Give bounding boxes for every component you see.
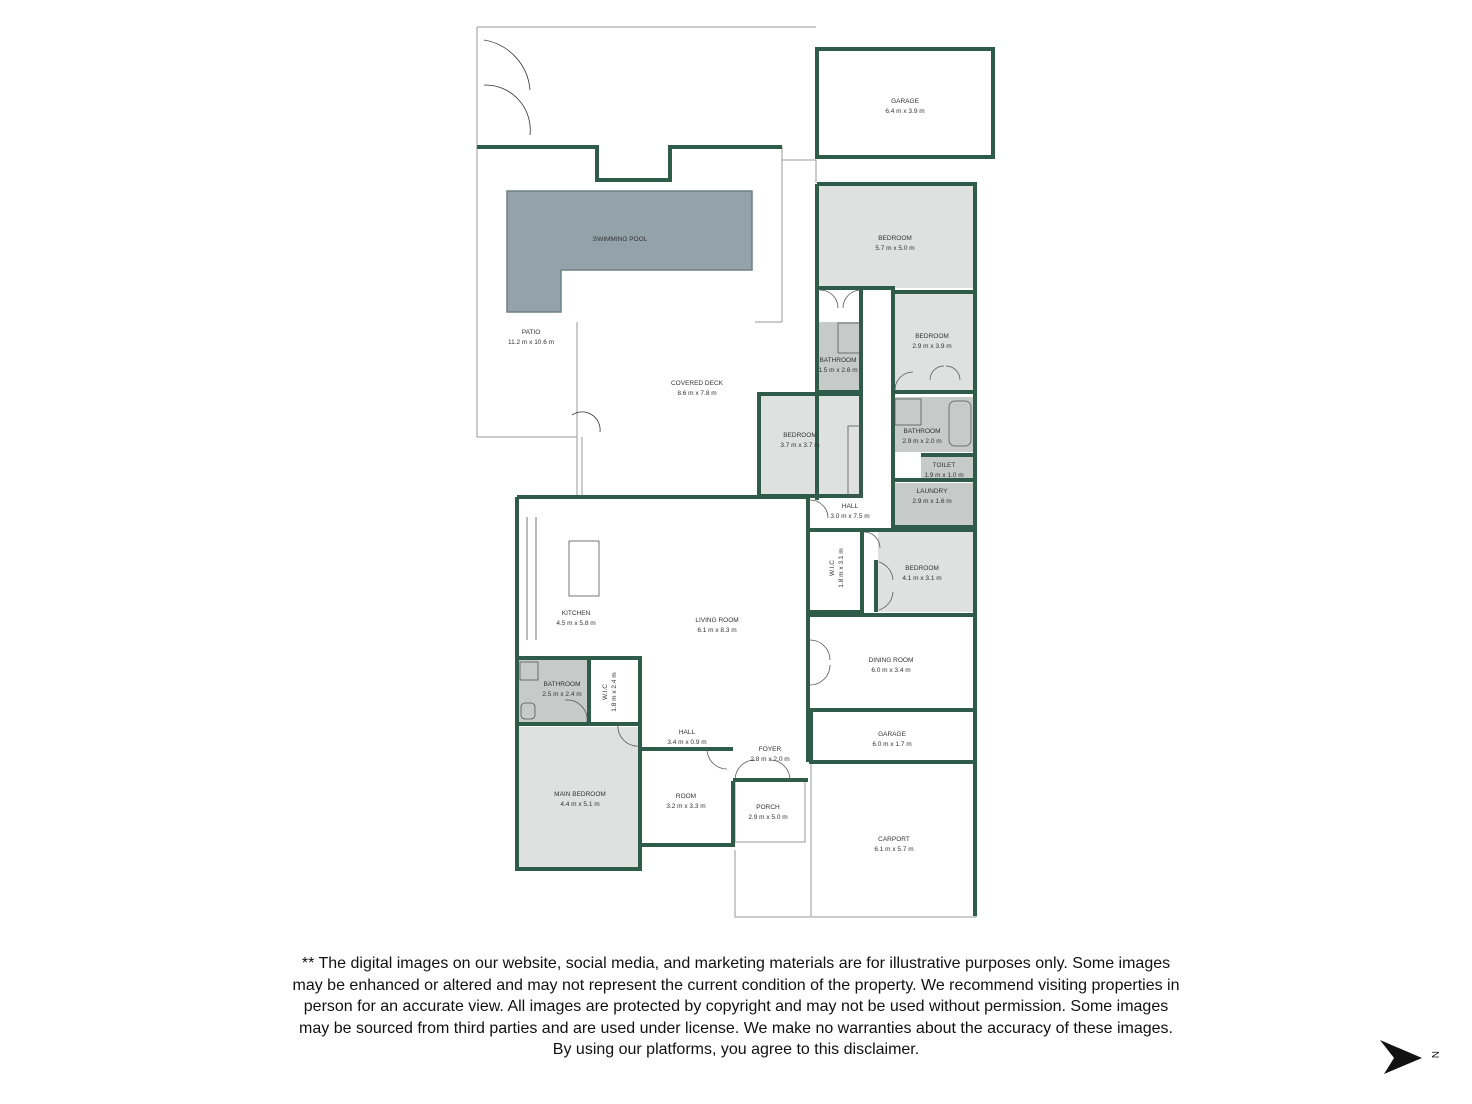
room-size-porch: 2.9 m x 5.0 m <box>748 814 788 821</box>
room-size-garage-north: 6.4 m x 3.9 m <box>885 108 925 115</box>
room-name-patio: PATIO <box>521 329 541 336</box>
room-size-hall-2: 3.4 m x 0.9 m <box>667 739 707 746</box>
north-label: N <box>1429 1051 1440 1059</box>
room-size-laundry: 2.9 m x 1.6 m <box>912 498 952 505</box>
room-size-toilet: 1.9 m x 1.0 m <box>924 472 964 479</box>
room-name-covered-deck: COVERED DECK <box>670 380 724 387</box>
room-size-garage-south: 6.0 m x 1.7 m <box>872 741 912 748</box>
room-name-porch: PORCH <box>756 804 780 811</box>
room-name-bathroom-1: BATHROOM <box>819 357 857 364</box>
room-size-patio: 11.2 m x 10.6 m <box>507 339 555 346</box>
room-size-bathroom-2: 2.9 m x 2.0 m <box>902 438 942 445</box>
room-size-wic-1: 1.8 m x 3.1 m <box>838 548 845 588</box>
room-name-bedroom-2: BEDROOM <box>915 333 949 340</box>
room-name-bathroom-3: BATHROOM <box>543 681 581 688</box>
room-size-living-room: 6.1 m x 8.3 m <box>697 627 737 634</box>
room-name-dining-room: DINING ROOM <box>868 657 914 664</box>
room-name-laundry: LAUNDRY <box>916 488 948 495</box>
room-size-room: 3.2 m x 3.3 m <box>666 803 706 810</box>
room-name-room: ROOM <box>675 793 697 800</box>
room-size-main-bedroom: 4.4 m x 5.1 m <box>560 801 600 808</box>
room-name-swimming-pool: SWIMMING POOL <box>592 236 648 243</box>
room-name-bedroom-1: BEDROOM <box>878 235 912 242</box>
room-name-toilet: TOILET <box>932 462 956 469</box>
room-size-bedroom-2: 2.9 m x 3.9 m <box>912 343 952 350</box>
room-name-main-bedroom: MAIN BEDROOM <box>554 791 606 798</box>
room-name-bedroom-3: BEDROOM <box>783 432 817 439</box>
room-size-hall-1: 3.0 m x 7.5 m <box>830 513 870 520</box>
room-name-bedroom-4: BEDROOM <box>905 565 939 572</box>
room-name-carport: CARPORT <box>878 836 910 843</box>
room-size-foyer: 2.8 m x 2.0 m <box>750 756 790 763</box>
north-arrow-icon <box>1376 1036 1446 1078</box>
room-name-garage-south: GARAGE <box>878 731 906 738</box>
room-name-bathroom-2: BATHROOM <box>903 428 941 435</box>
room-size-bathroom-1: 1.5 m x 2.6 m <box>818 367 858 374</box>
room-name-hall-1: HALL <box>841 503 859 510</box>
room-size-bedroom-4: 4.1 m x 3.1 m <box>902 575 942 582</box>
disclaimer-text: ** The digital images on our website, social media, and marketing materials are for illustrative purposes only. Some images may be enhanced or altered and may not represent the current condition of the property. We recommend visiting properties in person for an accurate view. All images are protected by copyright and may not be used without permission. Some images may be sourced from third parties and are used under license. We make no warranties about the accuracy of these images. By using our platforms, you agree to this disclaimer. <box>292 955 1180 1058</box>
room-name-living-room: LIVING ROOM <box>695 617 739 624</box>
swimming-pool-shape <box>507 191 752 312</box>
room-name-wic-1: W.I.C <box>829 560 836 576</box>
room-size-bedroom-3: 3.7 m x 3.7 m <box>780 442 820 449</box>
room-size-carport: 6.1 m x 5.7 m <box>874 846 914 853</box>
room-size-covered-deck: 8.6 m x 7.8 m <box>677 390 717 397</box>
room-name-foyer: FOYER <box>758 746 782 753</box>
room-size-bathroom-3: 2.5 m x 2.4 m <box>542 691 582 698</box>
room-size-wic-2: 1.8 m x 2.4 m <box>611 672 618 712</box>
room-name-kitchen: KITCHEN <box>561 610 591 617</box>
room-name-wic-2: W.I.C <box>602 684 609 700</box>
room-name-garage-north: GARAGE <box>891 98 919 105</box>
room-size-bedroom-1: 5.7 m x 5.0 m <box>875 245 915 252</box>
room-name-hall-2: HALL <box>678 729 696 736</box>
room-size-dining-room: 6.0 m x 3.4 m <box>871 667 911 674</box>
room-size-kitchen: 4.5 m x 5.8 m <box>556 620 596 627</box>
